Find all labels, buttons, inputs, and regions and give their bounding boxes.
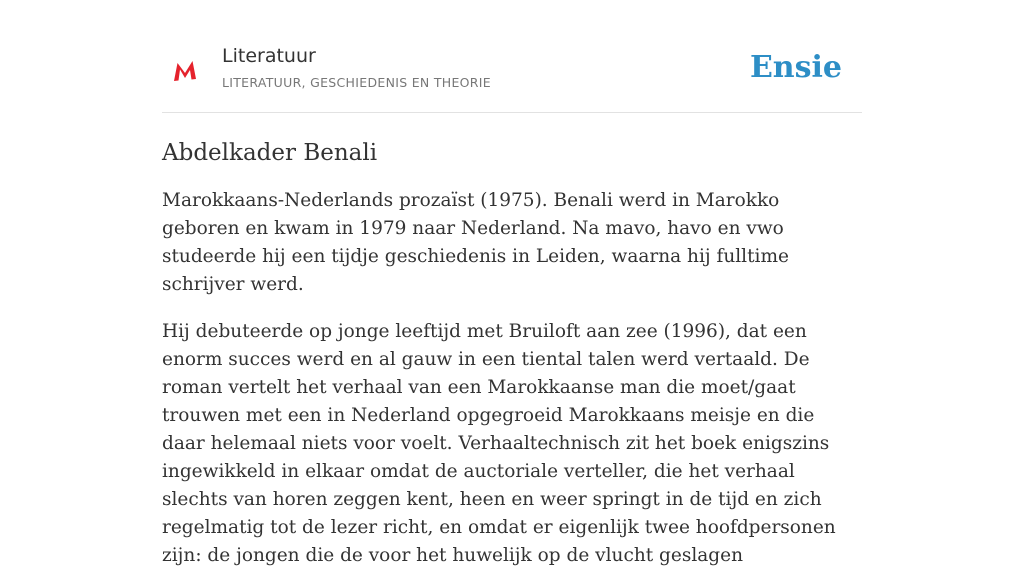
site-subtitle: LITERATUUR, GESCHIEDENIS EN THEORIE (222, 75, 491, 90)
ensie-m-logo-icon[interactable] (172, 56, 198, 86)
article-paragraph: Marokkaans-Nederlands prozaïst (1975). Benali werd in Marokko geboren en kwam in 1979 naar Nederland. Na mavo, havo en vwo studeerde hij een tijdje geschiedenis in Leiden, waarna hij fulltime schrijver werd. (162, 190, 789, 295)
site-header (162, 0, 862, 113)
ensie-brand-link[interactable]: Ensie (749, 50, 842, 85)
article-paragraph: Hij debuteerde op jonge leeftijd met Bruiloft aan zee (1996), dat een enorm succes werd en al gauw in een tiental talen werd vertaald. De roman vertelt het verhaal van een Marokkaanse man die moet/gaat trouwen met een in Nederland opgegroeid Marokkaans meisje en die daar helemaal niets voor voelt. Verhaaltechnisch zit het boek enigszins ingewikkeld in elkaar omdat de auctoriale verteller, die het verhaal slechts van horen zeggen kent, heen en weer springt in de tijd en zich regelmatig tot de lezer richt, en omdat er eigenlijk twee hoofdpersonen zijn: de jongen die de voor het huwelijk op de vlucht geslagen (162, 321, 836, 566)
site-title[interactable]: Literatuur (222, 45, 316, 67)
page-title: Abdelkader Benali (162, 140, 378, 166)
article (162, 136, 862, 570)
